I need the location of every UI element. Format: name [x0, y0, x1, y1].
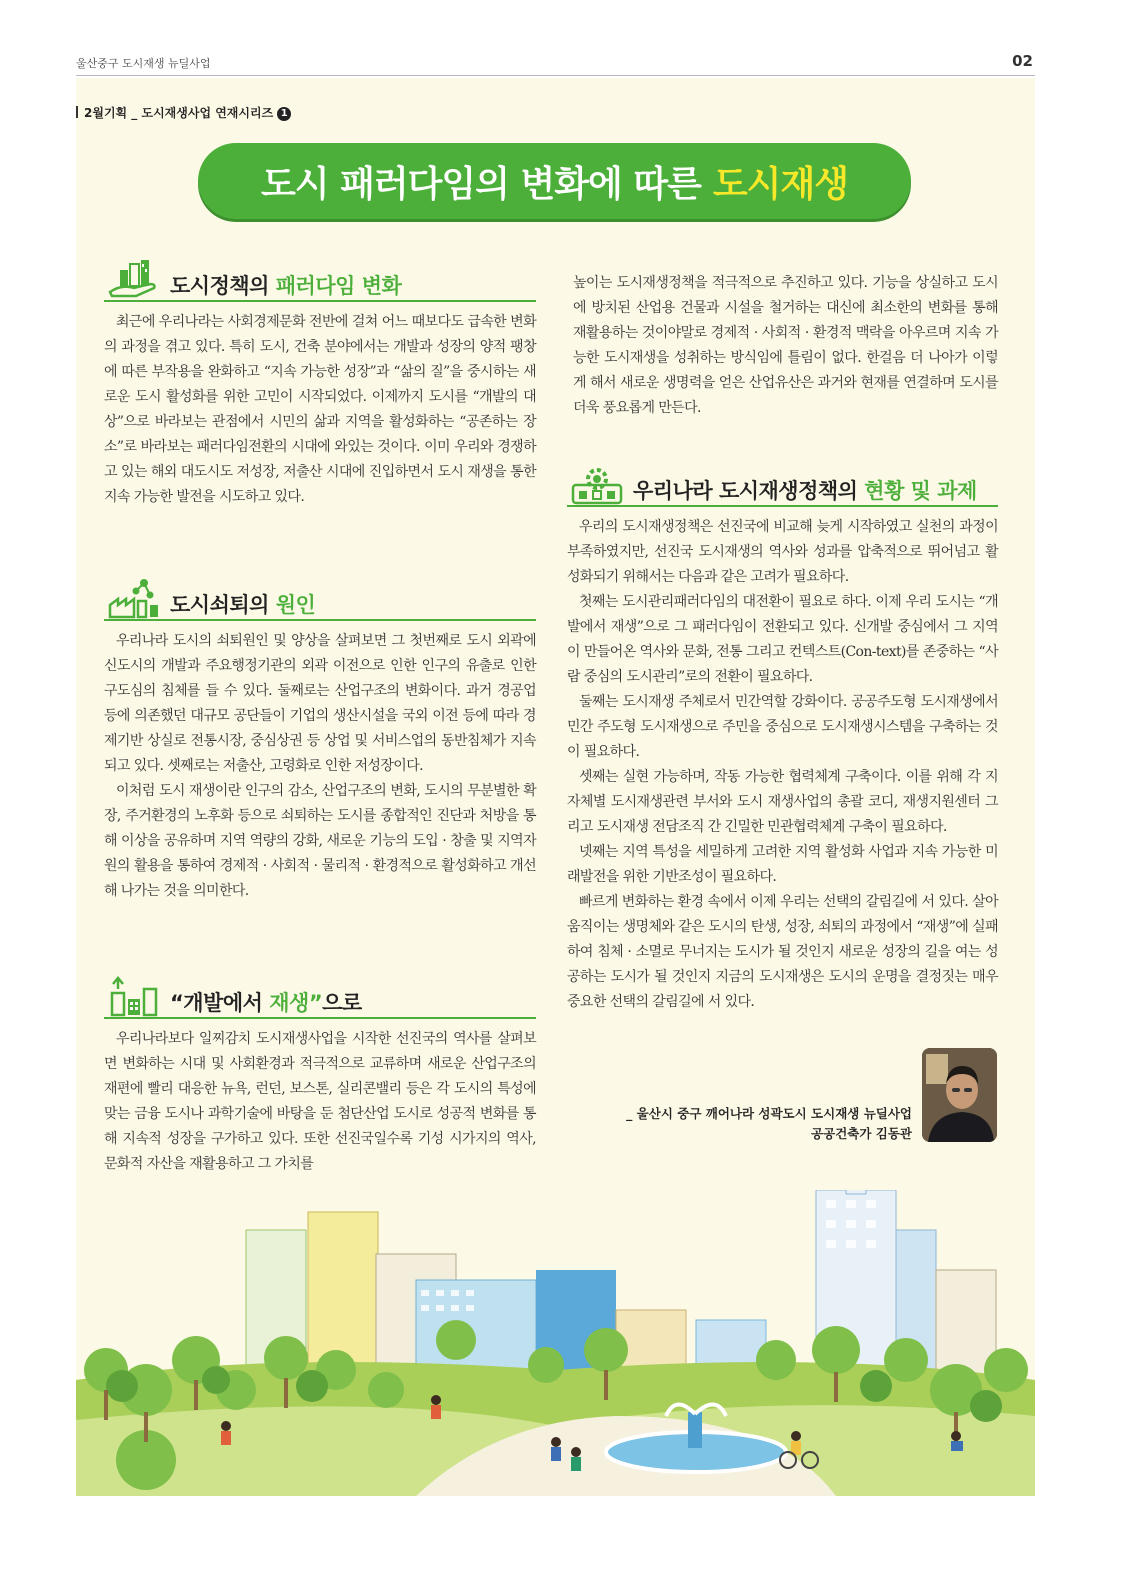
city-hand-icon: [106, 258, 162, 300]
paragraph: 최근에 우리나라는 사회경제문화 전반에 걸쳐 어느 때보다도 급속한 변화의 과정을 겪고 있다. 특히 도시, 건축 분야에서는 개발과 성장의 양적 팽창에 따른 부작용을 완화하고 “지속 가능한 성장”과 “삶의 질”을 중시하는 새로운 도시 활성화를 위한 고민이 시작되었다. 이제까지 도시를 “개발의 대상”으로 바라보는 관점에서 시민의 삶과 지역을 활성화하는 “공존하는 장소”로 바라보는 패러다임전환의 시대에 와있는 것이다. 이미 우리와 경쟁하고 있는 해외 대도시도 저성장, 저출산 시대에 진입하면서 도시 재생을 통한 지속 가능한 발전을 시도하고 있다.: [104, 314, 536, 505]
series-bar: [76, 106, 78, 118]
paragraph: 우리의 도시재생정책은 선진국에 비교해 늦게 시작하였고 실천의 과정이 부족하였지만, 선진국 도시재생의 역사와 성과를 압축적으로 뛰어넘고 활성화되기 위해서는 다음과 같은 고려가 필요하다.: [567, 519, 998, 585]
header-divider: [76, 75, 1035, 76]
section-heading: [567, 463, 998, 507]
section-heading: [104, 577, 536, 621]
paragraph: 이처럼 도시 재생이란 인구의 감소, 산업구조의 변화, 도시의 무분별한 확장, 주거환경의 노후화 등으로 쇠퇴하는 도시를 종합적인 진단과 처방을 통해 이상을 공유하며 지역 역량의 강화, 새로운 기능의 도입 · 창출 및 지역자원의 활용을 통하여 경제적 · 사회적 · 물리적 · 환경적으로 활성화하고 개선해 나가는 것을 의미한다.: [104, 783, 536, 899]
section-body: [573, 271, 998, 421]
page-number: 02: [1012, 52, 1033, 70]
paragraph: 셋째는 실현 가능하며, 작동 가능한 협력체계 구축이다. 이를 위해 각 지자체별 도시재생관련 부서와 도시 재생사업의 총괄 코디, 재생지원센터 그리고 도시재생 전담조직 간 긴밀한 민관협력체계 구축이 필요하다.: [567, 769, 998, 835]
section-body: [104, 629, 536, 904]
city-park-illustration: [76, 1190, 1035, 1496]
section-underline: [104, 619, 536, 621]
section-title: 우리나라 도시재생정책의 현황 및 과제: [633, 479, 977, 503]
title-highlight: 도시재생: [712, 163, 849, 205]
section-underline: [104, 1017, 536, 1019]
section-development-to-regeneration: [104, 975, 536, 1177]
section-title: “개발에서 재생”으로: [170, 991, 362, 1015]
section-underline: [567, 505, 998, 507]
paragraph: 둘째는 도시재생 주체로서 민간역할 강화이다. 공공주도형 도시재생에서 민간 주도형 도시재생으로 주민을 중심으로 도시재생시스템을 구축하는 것이 필요하다.: [567, 694, 998, 760]
paragraph: 넷째는 지역 특성을 세밀하게 고려한 지역 활성화 사업과 지속 가능한 미래발전을 위한 기반조성이 필요하다.: [567, 844, 998, 885]
section-decline-causes: [104, 577, 536, 904]
section-korea-policy: [567, 463, 998, 1015]
section-title: 도시정책의 패러다임 변화: [170, 274, 402, 298]
credit-line-1: _ 울산시 중구 깨어나라 성곽도시 도시재생 뉴딜사업: [626, 1106, 912, 1121]
author-credit: [600, 1104, 912, 1144]
page-title: [198, 143, 911, 219]
paragraph: 빠르게 변화하는 환경 속에서 이제 우리는 선택의 갈림길에 서 있다. 살아 움직이는 생명체와 같은 도시의 탄생, 성장, 쇠퇴의 과정에서 “재생”에 실패하여 침체 · 소멸로 무너지는 도시가 될 것인지 새로운 성장의 길을 여는 성공하는 도시가 될 것인지 지금의 도시재생은 도시의 운명을 결정짓는 매우 중요한 선택의 갈림길에 서 있다.: [567, 894, 998, 1010]
series-label: [76, 104, 291, 121]
section-heading: [104, 258, 536, 302]
paragraph: 높이는 도시재생정책을 적극적으로 추진하고 있다. 기능을 상실하고 도시에 방치된 산업용 건물과 시설을 철거하는 대신에 최소한의 변화를 통해 재활용하는 것이야말로 경제적 · 사회적 · 환경적 맥락을 아우르며 지속 가능한 도시재생을 성취하는 방식임에 틀림이 없다. 한걸음 더 나아가 이렇게 해서 새로운 생명력을 얻은 산업유산은 과거와 현재를 연결하며 도시를 더욱 풍요롭게 만든다.: [573, 275, 998, 416]
section-body: [104, 1027, 536, 1177]
continued-text: [573, 271, 998, 421]
publication-name: 울산중구 도시재생 뉴딜사업: [76, 57, 211, 70]
section-underline: [104, 300, 536, 302]
section-title: 도시쇠퇴의 원인: [170, 593, 316, 617]
paragraph: 우리나라보다 일찌감치 도시재생사업을 시작한 선진국의 역사를 살펴보면 변화하는 시대 및 사회환경과 적극적으로 교류하며 새로운 산업구조의 재편에 빨리 대응한 뉴욕, 런던, 보스톤, 실리콘밸리 등은 각 도시의 특성에 맞는 금융 도시나 과학기술에 바탕을 둔 첨단산업 도시로 성공적 변화를 통해 지속적 성장을 구가하고 있다. 또한 선진국일수록 기성 시가지의 역사, 문화적 자산을 재활용하고 그 가치를: [104, 1031, 536, 1172]
section-body: [567, 515, 998, 1015]
buildings-arrow-icon: [106, 975, 162, 1017]
factory-network-icon: [106, 577, 162, 619]
paragraph: 첫째는 도시관리패러다임의 대전환이 필요로 하다. 이제 우리 도시는 “개발에서 재생”으로 그 패러다임이 전환되고 있다. 신개발 중심에서 그 지역이 만들어온 역사와 문화, 전통 그리고 컨텍스트(Con-text)를 존중하는 “사람 중심의 도시관리”로의 전환이 필요하다.: [567, 594, 998, 685]
credit-line-2: 공공건축가 김동관: [811, 1126, 912, 1141]
series-number-badge: 1: [277, 107, 291, 121]
author-photo: [922, 1048, 997, 1142]
section-paradigm: [104, 258, 536, 510]
section-heading: [104, 975, 536, 1019]
series-text: 2월기획 _ 도시재생사업 연재시리즈: [84, 106, 274, 120]
gear-buildings-icon: [569, 463, 625, 505]
paragraph: 우리나라 도시의 쇠퇴원인 및 양상을 살펴보면 그 첫번째로 도시 외곽에 신도시의 개발과 주요행정기관의 외곽 이전으로 인한 인구의 유출로 인한 구도심의 침체를 들 수 있다. 둘째로는 산업구조의 변화이다. 과거 경공업 등에 의존했던 대규모 공단들이 기업의 생산시설을 국외 이전 등에 따라 경제기반 상실로 전통시장, 중심상권 등 상업 및 서비스업의 동반침체가 지속 되고 있다. 셋째로는 저출산, 고령화로 인한 저성장이다.: [104, 633, 536, 774]
title-main: 도시 패러다임의 변화에 따른: [260, 163, 701, 205]
section-body: [104, 310, 536, 510]
